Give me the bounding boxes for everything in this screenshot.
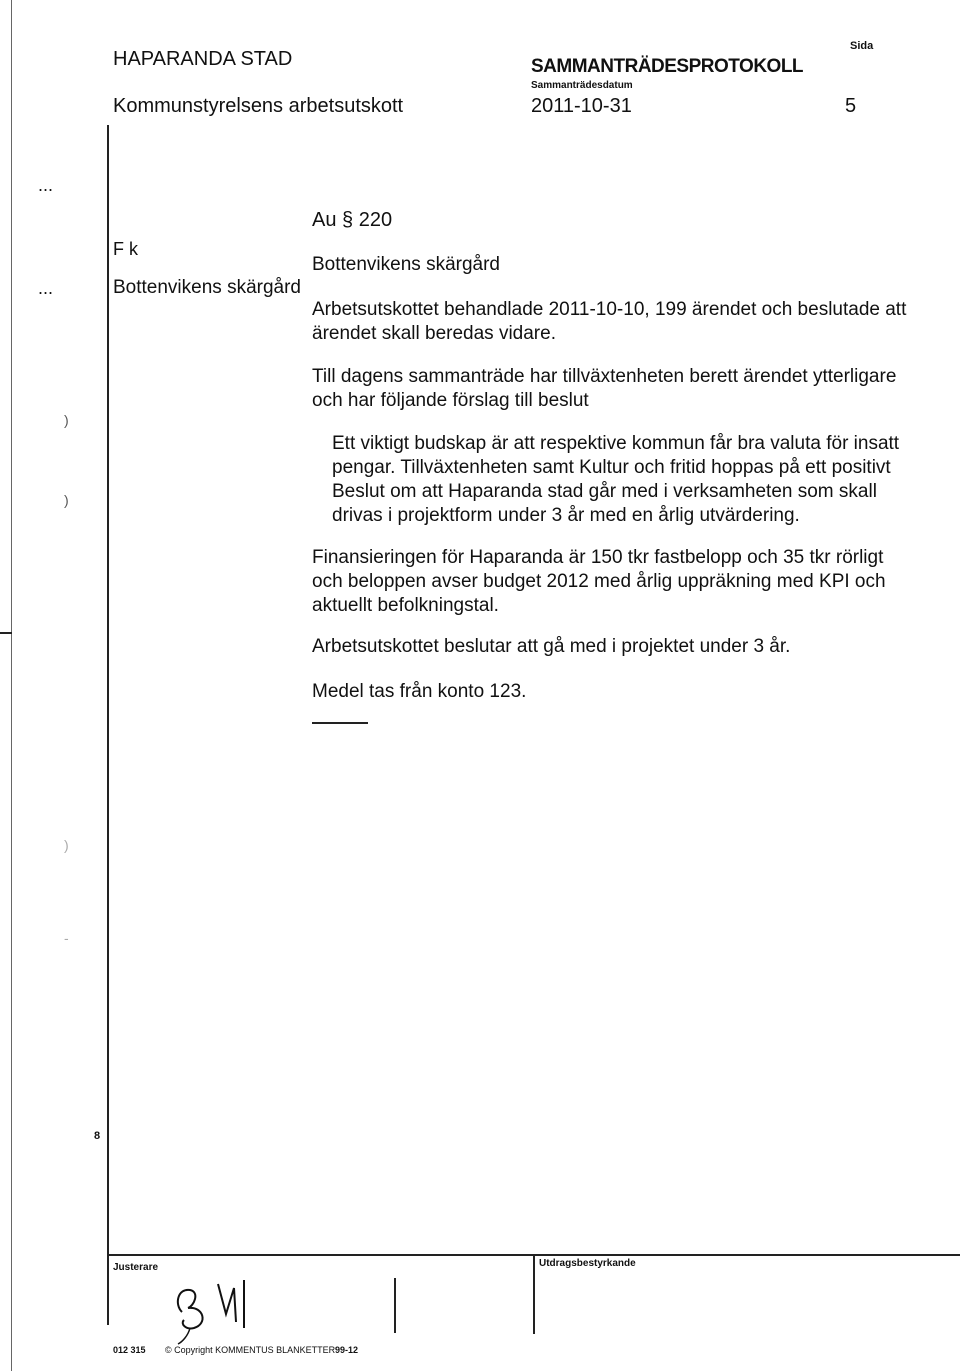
committee-name: Kommunstyrelsens arbetsutskott [113, 95, 404, 117]
text-line: aktuellt befolkningstal. [312, 595, 499, 616]
text-line: och beloppen avser budget 2012 med årlig uppräkning med KPI och [312, 571, 886, 592]
signature-image [160, 1262, 280, 1352]
paragraph-2 [312, 365, 896, 413]
meeting-date: 2011-10-31 [531, 95, 632, 117]
margin-mark: - [64, 930, 69, 946]
margin-dots-2: ... [38, 278, 54, 298]
text-line: och har följande förslag till beslut [312, 390, 589, 411]
text-line: ärendet skall beredas vidare. [312, 323, 556, 344]
form-code: 012 315 [113, 1345, 146, 1355]
margin-subject: Bottenvikens skärgård [113, 277, 301, 298]
margin-fk: F k [113, 239, 138, 259]
margin-dots-1: ... [38, 175, 54, 195]
item-title: Bottenvikens skärgård [312, 254, 500, 275]
paragraph-1 [312, 298, 906, 346]
text-line: Till dagens sammanträde har tillväxtenheten berett ärendet ytterligare [312, 366, 897, 387]
justerare-label: Justerare [113, 1262, 159, 1273]
decision-text: Arbetsutskottet beslutar att gå med i projektet under 3 år. [312, 636, 791, 657]
item-number: Au § 220 [312, 209, 393, 231]
margin-rule [107, 125, 109, 1325]
end-rule [312, 722, 368, 724]
footer-divider [533, 1254, 535, 1334]
utdragsbestyrkande-label: Utdragsbestyrkande [539, 1258, 636, 1269]
copyright-text: © Copyright KOMMENTUS BLANKETTER [165, 1345, 336, 1355]
quoted-proposal [332, 432, 899, 528]
margin-mark: ) [64, 412, 69, 428]
margin-mark: ) [64, 837, 69, 853]
document-type: SAMMANTRÄDESPROTOKOLL [531, 56, 804, 77]
margin-mark: ) [64, 492, 69, 508]
scan-edge-line [11, 0, 12, 1371]
text-line: Finansieringen för Haparanda är 150 tkr fastbelopp och 35 tkr rörligt [312, 547, 884, 568]
side-number: 8 [94, 1130, 101, 1142]
text-line: drivas i projektform under 3 år med en årlig utvärdering. [332, 505, 800, 526]
text-line: Arbetsutskottet behandlade 2011-10-10, 199 ärendet och beslutade att [312, 299, 907, 320]
funding-text: Medel tas från konto 123. [312, 681, 527, 702]
text-line: pengar. Tillväxtenheten samt Kultur och fritid hoppas på ett positivt [332, 457, 891, 478]
page-number: 5 [845, 95, 857, 117]
organization-name: HAPARANDA STAD [113, 48, 293, 70]
text-line: Ett viktigt budskap är att respektive kommun får bra valuta för insatt [332, 433, 900, 454]
scan-tick [0, 632, 12, 634]
paragraph-3 [312, 546, 886, 618]
page-label: Sida [850, 40, 874, 52]
signature-separator [394, 1278, 396, 1333]
text-line: Beslut om att Haparanda stad går med i verksamheten som skall [332, 481, 877, 502]
form-version: 99-12 [335, 1345, 359, 1355]
date-label: Sammanträdesdatum [531, 80, 633, 91]
